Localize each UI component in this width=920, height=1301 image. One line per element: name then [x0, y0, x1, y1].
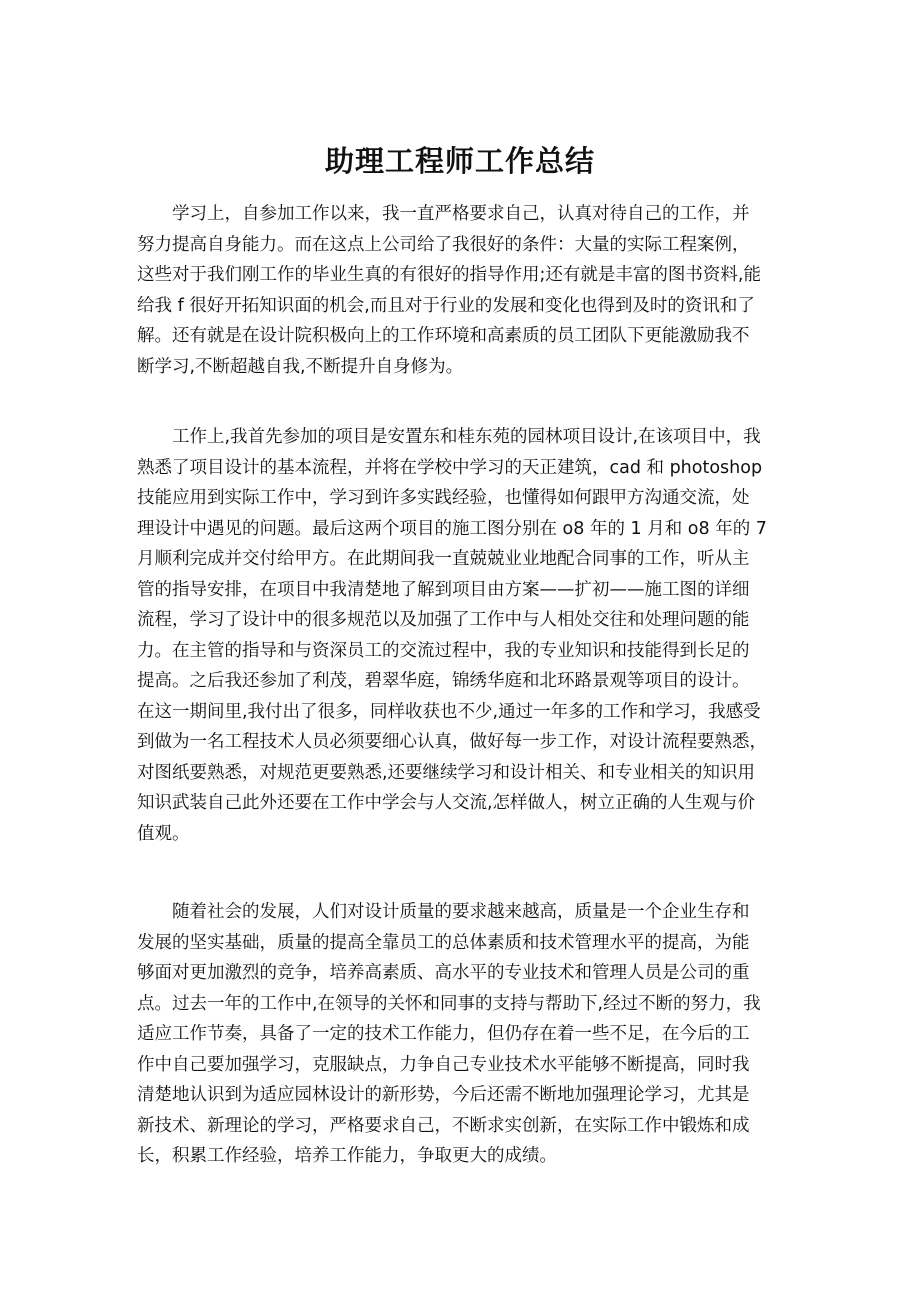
paragraph-line: 适应工作节奏，具备了一定的技术工作能力，但仍存在着一些不足，在今后的工	[137, 1024, 750, 1044]
paragraph-line: 月顺利完成并交付给甲方。在此期间我一直兢兢业业地配合同事的工作，听从主	[137, 549, 750, 569]
paragraph-work	[137, 422, 817, 849]
paragraph-line: 熟悉了项目设计的基本流程，并将在学校中学习的天正建筑，cad 和 photoshop	[137, 457, 763, 478]
paragraph-line: 随着社会的发展，人们对设计质量的要求越来越高，质量是一个企业生存和	[137, 902, 750, 922]
paragraph-line: 管的指导安排，在项目中我清楚地了解到项目由方案——扩初——施工图的详细	[137, 579, 750, 600]
paragraph-line: 提高。之后我还参加了利茂，碧翠华庭，锦绣华庭和北环路景观等项目的设计。	[137, 671, 750, 691]
paragraph-line: 力。在主管的指导和与资深员工的交流过程中，我的专业知识和技能得到长足的	[137, 640, 750, 661]
paragraph-line: 新技术、新理论的学习，严格要求自己，不断求实创新，在实际工作中锻炼和成	[137, 1115, 750, 1136]
paragraph-line: 流程，学习了设计中的很多规范以及加强了工作中与人相处交往和处理问题的能	[137, 610, 750, 630]
paragraph-line: 努力提高自身能力。而在这点上公司给了我很好的条件：大量的实际工程案例，	[137, 234, 750, 255]
paragraph-line: 对图纸要熟悉，对规范更要熟悉,还要继续学习和设计相关、和专业相关的知识用	[137, 762, 756, 783]
paragraph-line: 长，积累工作经验，培养工作能力，争取更大的成绩。	[137, 1146, 557, 1166]
paragraph-line: 值观。	[137, 823, 190, 844]
paragraph-line: 这些对于我们刚工作的毕业生真的有很好的指导作用;还有就是丰富的图书资料,能	[137, 265, 761, 285]
paragraph-line: 在这一期间里,我付出了很多，同样收获也不少,通过一年多的工作和学习，我感受	[137, 701, 761, 722]
paragraph-line: 技能应用到实际工作中，学习到许多实践经验，也懂得如何跟甲方沟通交流，处	[137, 488, 750, 508]
paragraph-line: 发展的坚实基础，质量的提高全靠员工的总体素质和技术管理水平的提高，为能	[137, 932, 750, 953]
paragraph-study	[137, 199, 817, 382]
paragraph-line: 给我 f 很好开拓知识面的机会,而且对于行业的发展和变化也得到及时的资讯和了	[137, 295, 755, 316]
paragraph-line: 工作上,我首先参加的项目是安置东和桂东苑的园林项目设计,在该项目中，我	[137, 427, 761, 447]
paragraph-line: 理设计中遇见的问题。最后这两个项目的施工图分别在 o8 年的 1 月和 o8 年的 7	[137, 518, 767, 539]
paragraph-line: 知识武装自己此外还要在工作中学会与人交流,怎样做人，树立正确的人生观与价	[137, 793, 756, 813]
paragraph-line: 解。还有就是在设计院积极向上的工作环境和高素质的员工团队下更能激励我不	[137, 326, 750, 346]
paragraph-line: 学习上，自参加工作以来，我一直严格要求自己，认真对待自己的工作，并	[137, 204, 750, 224]
document-title: 助理工程师工作总结	[324, 144, 595, 178]
paragraph-line: 清楚地认识到为适应园林设计的新形势，今后还需不断地加强理论学习，尤其是	[137, 1085, 750, 1105]
paragraph-line: 够面对更加激烈的竞争，培养高素质、高水平的专业技术和管理人员是公司的重	[137, 963, 750, 983]
paragraph-line: 作中自己要加强学习，克服缺点，力争自己专业技术水平能够不断提高，同时我	[137, 1054, 750, 1075]
paragraph-line: 到做为一名工程技术人员必须要细心认真，做好每一步工作，对设计流程要熟悉，	[137, 732, 767, 752]
paragraph-development	[137, 897, 817, 1172]
paragraph-line: 断学习,不断超越自我,不断提升自身修为。	[137, 356, 464, 377]
paragraph-line: 点。过去一年的工作中,在领导的关怀和同事的支持与帮助下,经过不断的努力，我	[137, 993, 761, 1014]
